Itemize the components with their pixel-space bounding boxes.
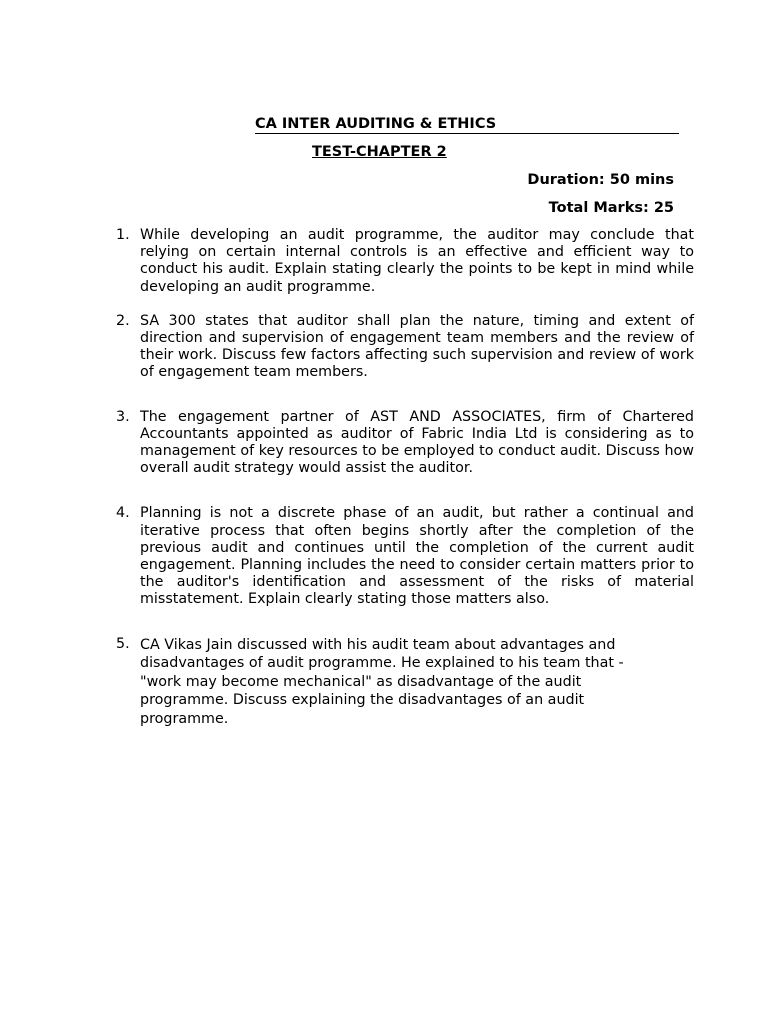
question-number: 5. [116, 635, 130, 652]
question-text: CA Vikas Jain discussed with his audit team about advantages and disadvantages of audit programme. He explained to his team that - "work may become mechanical" as disadvantage of the audit programme. Discuss explaining the disadvantages of an audit programme. [140, 636, 624, 728]
document-title: CA INTER AUDITING & ETHICS [255, 115, 679, 134]
question-text: While developing an audit programme, the auditor may conclude that relying on certain internal controls is an effective and efficient way to conduct his audit. Explain stating clearly the points to be kept in mind while developing an audit programme. [140, 227, 694, 295]
question-list [112, 227, 694, 729]
question-text: Planning is not a discrete phase of an audit, but rather a continual and iterative process that often begins shortly after the completion of the previous audit and continues until the completion of the current audit engagement. Planning includes the need to consider certain matters prior to the auditor's identification and assessment of the risks of material misstatement. Explain clearly stating those matters also. [140, 505, 694, 608]
total-marks-label: Total Marks: 25 [548, 200, 674, 216]
question-text: The engagement partner of AST AND ASSOCIATES, firm of Chartered Accountants appointed as auditor of Fabric India Ltd is considering as to management of key resources to be employed to conduct audit. Discuss how overall audit strategy would assist the auditor. [140, 408, 694, 477]
question-number: 2. [116, 312, 130, 329]
question-item [112, 227, 694, 296]
duration-label: Duration: 50 mins [527, 172, 674, 188]
question-number: 3. [116, 408, 130, 425]
question-item [112, 636, 694, 729]
question-item [112, 409, 694, 478]
document-subtitle: TEST-CHAPTER 2 [312, 144, 447, 160]
question-item [112, 505, 694, 608]
question-item [112, 313, 694, 382]
question-number: 1. [116, 227, 130, 243]
question-number: 4. [116, 505, 130, 522]
question-text: SA 300 states that auditor shall plan the nature, timing and extent of direction and supervision of engagement team members and the review of their work. Discuss few factors affecting such supervision and review of work of engagement team members. [140, 312, 694, 381]
